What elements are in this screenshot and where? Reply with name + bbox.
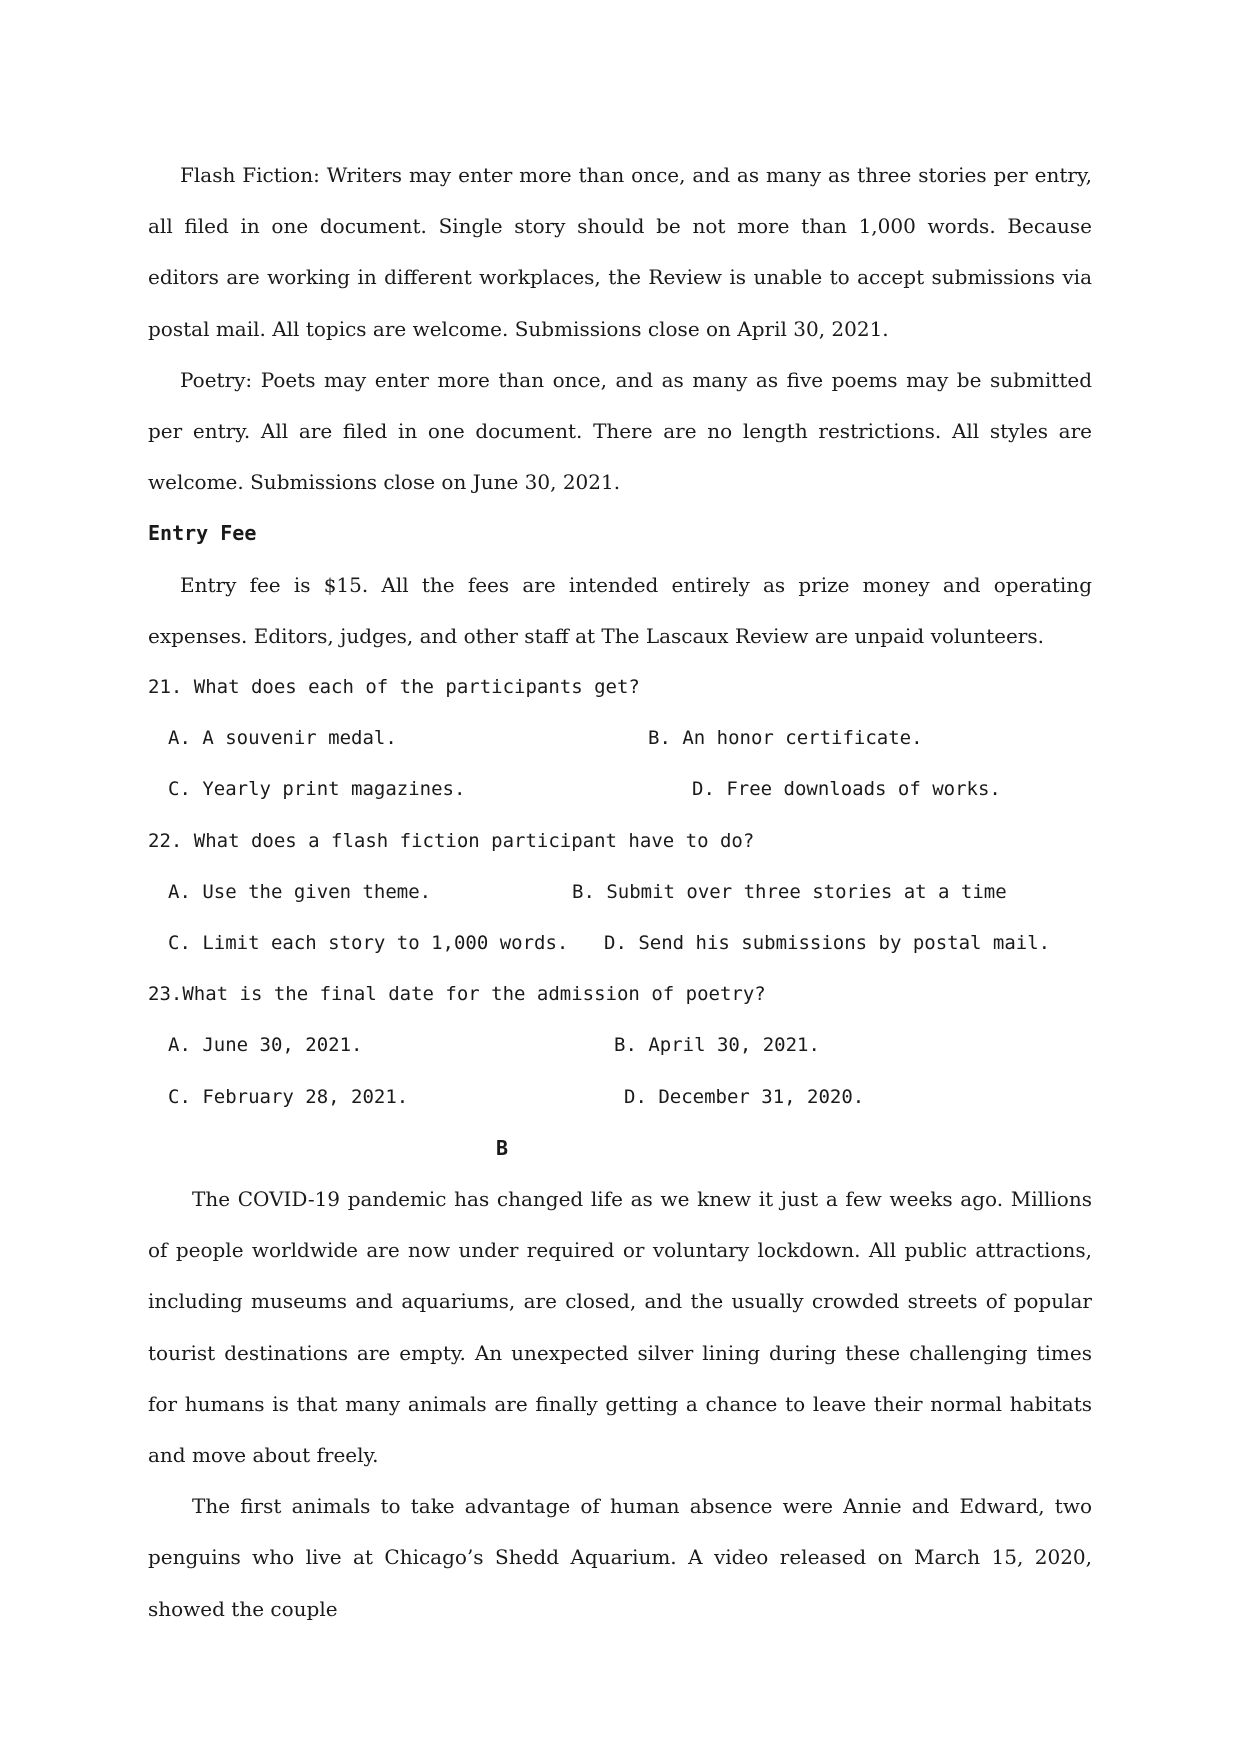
question-23-option-b: B. April 30, 2021. [614, 1034, 820, 1057]
question-23-option-a: A. June 30, 2021. [168, 1034, 363, 1057]
question-23-option-d: D. December 31, 2020. [624, 1085, 865, 1108]
question-23-option-c: C. February 28, 2021. [168, 1085, 409, 1108]
question-22-options-row-1 [148, 867, 1092, 918]
section-b-heading: B [496, 1135, 509, 1160]
entry-fee-heading: Entry Fee [148, 521, 257, 546]
question-21-option-b: B. An honor certificate. [648, 727, 923, 750]
question-21-option-a: A. A souvenir medal. [168, 727, 397, 750]
passage-b-paragraph-1: The COVID-19 pandemic has changed life as we knew it just a few weeks ago. Millions of people worldwide are now under required or voluntary lockdown. All public attractions, including museums and aquariums, are closed, and the usually crowded streets of popular tourist destinations are empty. An unexpected silver lining during these challenging times for humans is that many animals are finally getting a chance to leave their normal habitats and move about freely. [148, 1186, 1092, 1467]
question-22-option-a: A. Use the given theme. [168, 880, 432, 903]
question-22-option-b: B. Submit over three stories at a time [572, 880, 1007, 903]
document-page [148, 150, 1092, 1635]
poetry-paragraph: Poetry: Poets may enter more than once, and as many as five poems may be submitted per entry. All are filed in one document. There are no length restrictions. All styles are welcome. Submissions close on June 30, 2021. [148, 367, 1092, 495]
entry-fee-paragraph: Entry fee is $15. All the fees are intended entirely as prize money and operating expenses. Editors, judges, and other staff at The Lascaux Review are unpaid volunteers. [148, 572, 1092, 648]
question-21-options-row-1 [148, 713, 1092, 764]
question-22: 22. What does a flash fiction participant have to do? [148, 829, 755, 852]
question-21: 21. What does each of the participants get? [148, 676, 640, 699]
question-22-options-row-2 [148, 918, 1092, 969]
question-23-options-row-2 [148, 1072, 1092, 1123]
flash-fiction-paragraph: Flash Fiction: Writers may enter more than once, and as many as three stories per entry, all filed in one document. Single story should be not more than 1,000 words. Because editors are working in different workplaces, the Review is unable to accept submissions via postal mail. All topics are welcome. Submissions close on April 30, 2021. [148, 163, 1092, 341]
question-21-options-row-2 [148, 764, 1092, 815]
passage-b-paragraph-2: The first animals to take advantage of human absence were Annie and Edward, two penguins who live at Chicago’s Shedd Aquarium. A video released on March 15, 2020, showed the couple [148, 1494, 1092, 1621]
question-23: 23.What is the final date for the admission of poetry? [148, 983, 766, 1006]
question-22-option-d: D. Send his submissions by postal mail. [604, 932, 1051, 954]
question-22-option-c: C. Limit each story to 1,000 words. [168, 932, 569, 954]
question-21-option-d: D. Free downloads of works. [692, 778, 1001, 801]
question-21-option-c: C. Yearly print magazines. [168, 778, 466, 801]
question-23-options-row-1 [148, 1020, 1092, 1071]
